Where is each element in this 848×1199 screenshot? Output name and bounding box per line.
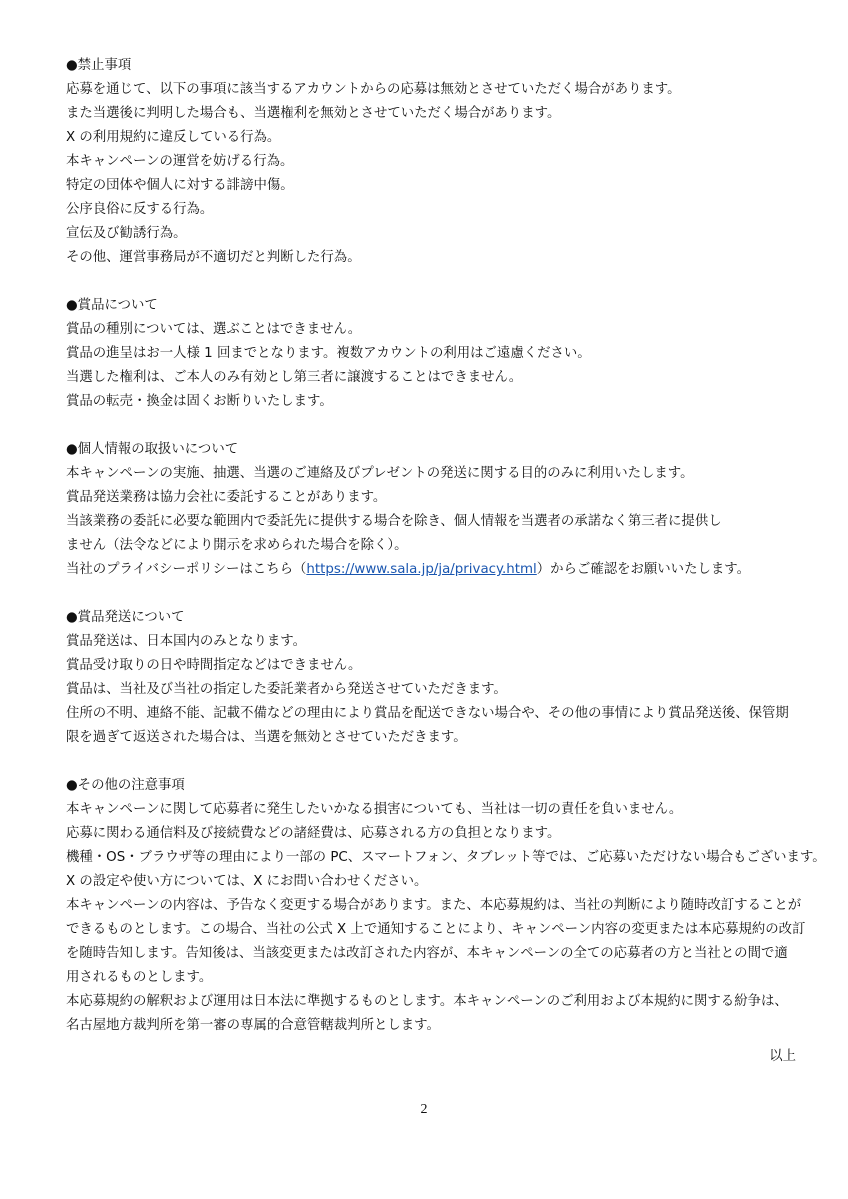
body-line: また当選後に判明した場合も、当選権利を無効とさせていただく場合があります。 bbox=[66, 106, 561, 121]
body-line: 賞品発送は、日本国内のみとなります。 bbox=[66, 634, 306, 649]
document-body bbox=[66, 54, 826, 1038]
body-line: 名古屋地方裁判所を第一審の専属的合意管轄裁判所とします。 bbox=[66, 1018, 440, 1033]
body-line: 賞品発送業務は協力会社に委託することがあります。 bbox=[66, 490, 387, 505]
section bbox=[66, 606, 798, 750]
body-line: X の設定や使い方については、X にお問い合わせください。 bbox=[66, 874, 428, 889]
body-line: X の利用規約に違反している行為。 bbox=[66, 130, 281, 145]
body-line: 賞品受け取りの日や時間指定などはできません。 bbox=[66, 658, 362, 673]
body-line: 用されるものとします。 bbox=[66, 970, 213, 985]
body-line: 限を過ぎて返送された場合は、当選を無効とさせていただきます。 bbox=[66, 730, 467, 745]
section-heading: ●賞品について bbox=[66, 298, 158, 313]
body-line: 当該業務の委託に必要な範囲内で委託先に提供する場合を除き、個人情報を当選者の承諾なく第三者に提供し bbox=[66, 514, 722, 529]
privacy-policy-line bbox=[66, 558, 798, 582]
body-line: 公序良俗に反する行為。 bbox=[66, 202, 214, 217]
body-line: ません（法令などにより開示を求められた場合を除く）。 bbox=[66, 538, 408, 553]
body-line: 機種・OS・ブラウザ等の理由により一部の PC、スマートフォン、タブレット等では、ご応募いただけない場合もございます。 bbox=[66, 850, 826, 865]
body-line: できるものとします。この場合、当社の公式 X 上で通知することにより、キャンペーン内容の変更または本応募規約の改訂 bbox=[66, 922, 806, 937]
privacy-policy-link[interactable]: https://www.sala.jp/ja/privacy.html bbox=[306, 562, 537, 577]
section-spacer bbox=[66, 582, 798, 606]
body-line: 本キャンペーンに関して応募者に発生したいかなる損害についても、当社は一切の責任を負いません。 bbox=[66, 802, 683, 817]
section-spacer bbox=[66, 414, 798, 438]
body-line: 本キャンペーンの運営を妨げる行為。 bbox=[66, 154, 294, 169]
body-line: その他、運営事務局が不適切だと判断した行為。 bbox=[66, 250, 361, 265]
body-line: 賞品の種別については、選ぶことはできません。 bbox=[66, 322, 362, 337]
privacy-text-after: ）からご確認をお願いいたします。 bbox=[536, 562, 750, 577]
closing-text: 以上 bbox=[769, 1049, 796, 1064]
section bbox=[66, 294, 798, 414]
body-line: 宣伝及び勧誘行為。 bbox=[66, 226, 187, 241]
body-line: 賞品の進呈はお一人様 1 回までとなります。複数アカウントの利用はご遠慮ください。 bbox=[66, 346, 591, 361]
section bbox=[66, 438, 798, 582]
page-number: 2 bbox=[420, 1102, 428, 1117]
body-line: 応募に関わる通信料及び接続費などの諸経費は、応募される方の負担となります。 bbox=[66, 826, 561, 841]
body-line: 住所の不明、連絡不能、記載不備などの理由により賞品を配送できない場合や、その他の事情により賞品発送後、保管期 bbox=[66, 706, 789, 721]
body-line: 賞品は、当社及び当社の指定した委託業者から発送させていただきます。 bbox=[66, 682, 507, 697]
section bbox=[66, 54, 798, 270]
body-line: 本キャンペーンの実施、抽選、当選のご連絡及びプレゼントの発送に関する目的のみに利用いたします。 bbox=[66, 466, 694, 481]
body-line: 賞品の転売・換金は固くお断りいたします。 bbox=[66, 394, 333, 409]
body-line: 特定の団体や個人に対する誹謗中傷。 bbox=[66, 178, 294, 193]
section-heading: ●賞品発送について bbox=[66, 610, 185, 625]
body-line: を随時告知します。告知後は、当該変更または改訂された内容が、本キャンペーンの全ての応募者の方と当社との間で適 bbox=[66, 946, 788, 961]
body-line: 本キャンペーンの内容は、予告なく変更する場合があります。また、本応募規約は、当社の判断により随時改訂することが bbox=[66, 898, 802, 913]
section-heading: ●個人情報の取扱いについて bbox=[66, 442, 239, 457]
section-spacer bbox=[66, 750, 798, 774]
privacy-text-before: 当社のプライバシーポリシーはこちら（ bbox=[66, 562, 307, 577]
section-heading: ●その他の注意事項 bbox=[66, 778, 185, 793]
section bbox=[66, 774, 826, 1038]
section-heading: ●禁止事項 bbox=[66, 58, 132, 73]
body-line: 当選した権利は、ご本人のみ有効とし第三者に譲渡することはできません。 bbox=[66, 370, 523, 385]
section-spacer bbox=[66, 270, 798, 294]
body-line: 本応募規約の解釈および運用は日本法に準拠するものとします。本キャンペーンのご利用および本規約に関する紛争は、 bbox=[66, 994, 788, 1009]
body-line: 応募を通じて、以下の事項に該当するアカウントからの応募は無効とさせていただく場合があります。 bbox=[66, 82, 681, 97]
